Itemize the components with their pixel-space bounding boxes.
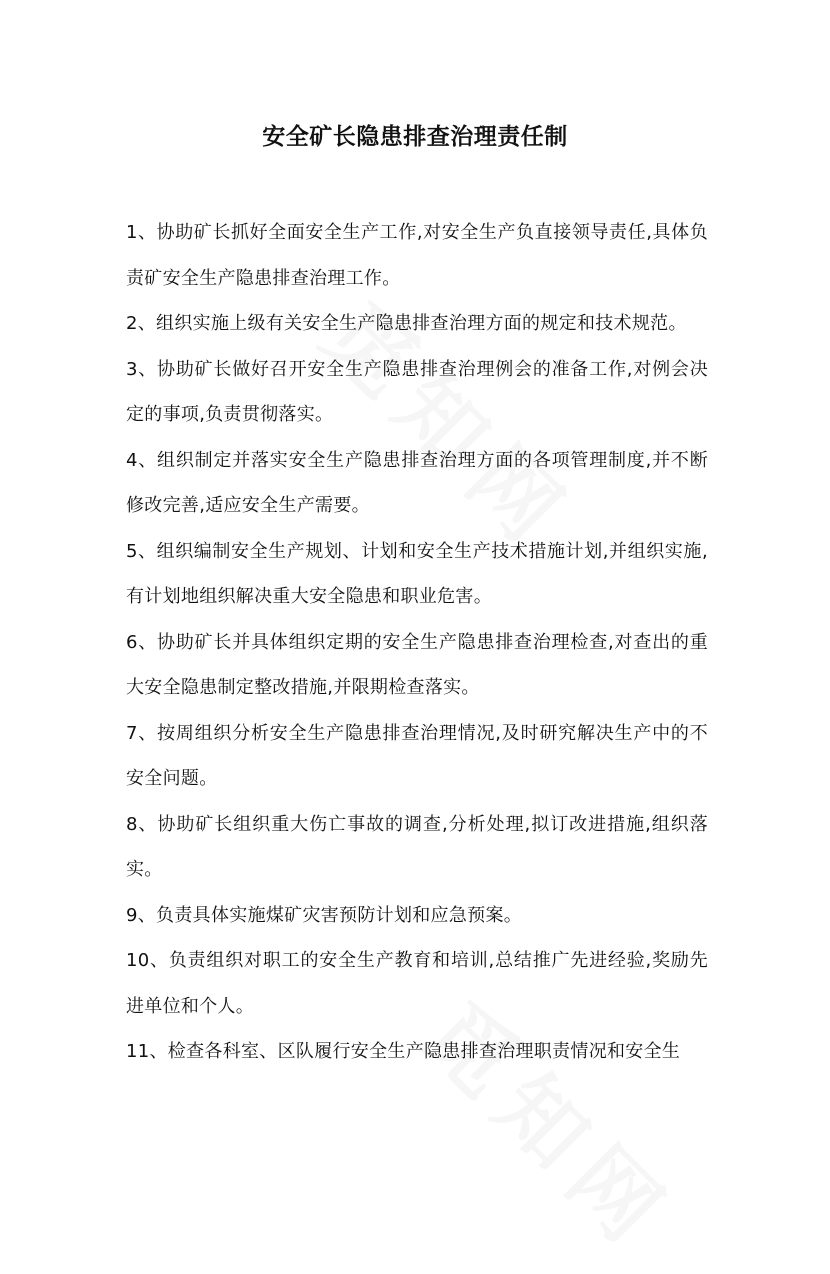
document-title: 安全矿长隐患排查治理责任制 [262, 124, 568, 150]
paragraph-7: 7、按周组织分析安全生产隐患排查治理情况,及时研究解决生产中的不安全问题。 [126, 722, 708, 789]
paragraph-2: 2、组织实施上级有关安全生产隐患排查治理方面的规定和技术规范。 [126, 313, 687, 334]
document-body [126, 210, 708, 1075]
paragraph-11: 11、检查各科室、区队履行安全生产隐患排查治理职责情况和安全生 [126, 1041, 681, 1062]
paragraph-5: 5、组织编制安全生产规划、计划和安全生产技术措施计划,并组织实施,有计划地组织解决重大安全隐患和职业危害。 [126, 540, 708, 607]
paragraph-3: 3、协助矿长做好召开安全生产隐患排查治理例会的准备工作,对例会决定的事项,负责贯彻落实。 [126, 358, 708, 425]
paragraph-10: 10、负责组织对职工的安全生产教育和培训,总结推广先进经验,奖励先进单位和个人。 [126, 950, 708, 1017]
paragraph-6: 6、协助矿长并具体组织定期的安全生产隐患排查治理检查,对查出的重大安全隐患制定整改措施,并限期检查落实。 [126, 631, 708, 698]
paragraph-4: 4、组织制定并落实安全生产隐患排查治理方面的各项管理制度,并不断修改完善,适应安全生产需要。 [126, 449, 708, 516]
paragraph-9: 9、负责具体实施煤矿灾害预防计划和应急预案。 [126, 904, 523, 926]
paragraph-8: 8、协助矿长组织重大伤亡事故的调查,分析处理,拟订改进措施,组织落实。 [126, 813, 708, 880]
paragraph-1: 1、协助矿长抓好全面安全生产工作,对安全生产负直接领导责任,具体负责矿安全生产隐患排查治理工作。 [126, 222, 708, 289]
